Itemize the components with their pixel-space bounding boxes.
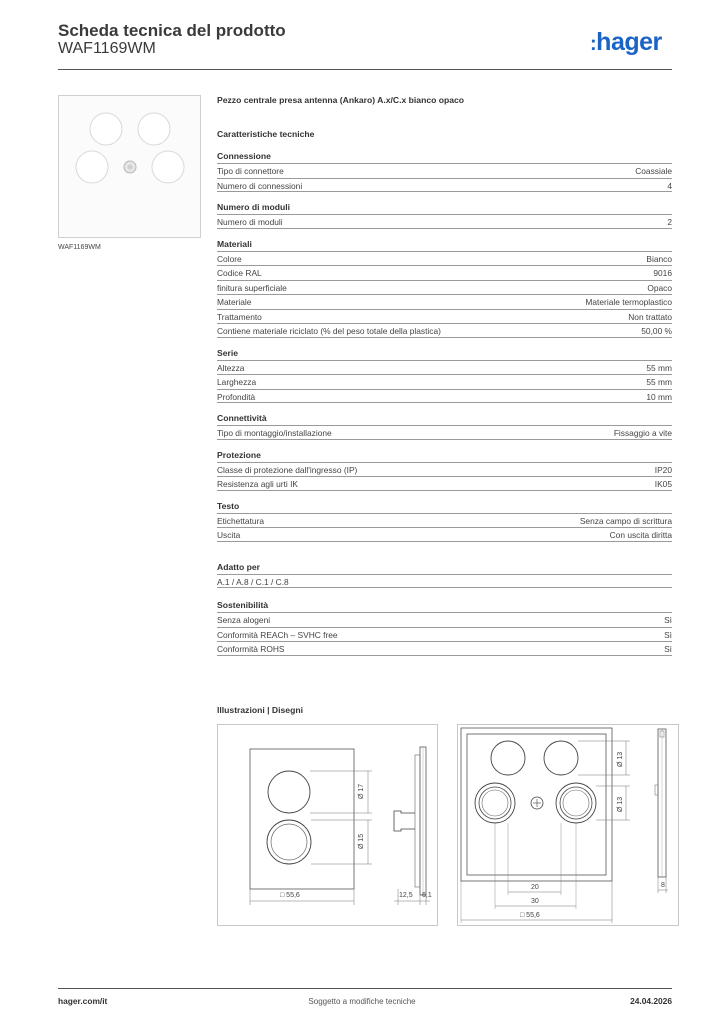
- spec-value: Bianco: [646, 253, 672, 264]
- spec-row: [217, 476, 672, 491]
- spec-value: Con uscita diritta: [609, 530, 672, 540]
- product-image-caption: WAF1169WM: [58, 244, 101, 251]
- spec-row: [217, 462, 672, 477]
- spec-label: Tipo di connettore: [217, 166, 284, 176]
- dim-spacing-30: 30: [531, 898, 539, 905]
- spec-value: Sì: [664, 629, 672, 640]
- drawing-back-svg: [458, 725, 678, 925]
- dim-depth-12-5: 12,5: [399, 892, 413, 899]
- spec-row: [217, 641, 672, 656]
- section-title: Protezione: [217, 449, 261, 460]
- footer-divider: [58, 988, 672, 989]
- dim-diameter-17: Ø 17: [358, 783, 365, 799]
- dim-side-8: 8: [661, 882, 665, 889]
- spec-value: Materiale termoplastico: [585, 297, 672, 307]
- spec-value: Coassiale: [635, 166, 672, 176]
- spec-section: [217, 348, 672, 404]
- spec-label: finitura superficiale: [217, 282, 287, 293]
- dim-diameter-15: Ø 15: [358, 833, 365, 849]
- spec-row: [217, 574, 672, 589]
- spec-value: Senza campo di scrittura: [579, 515, 672, 526]
- header-divider: [58, 69, 672, 70]
- spec-section: [217, 239, 672, 338]
- spec-value: IP20: [654, 464, 672, 475]
- section-title: Testo: [217, 500, 240, 511]
- spec-section: [217, 202, 672, 229]
- spec-value: Opaco: [647, 282, 672, 293]
- spec-value: Fissaggio a vite: [613, 428, 672, 438]
- spec-label: Contiene materiale riciclato (% del peso totale della plastica): [217, 326, 441, 336]
- section-title: Serie: [217, 347, 239, 358]
- footer-note: Soggetto a modifiche tecniche: [308, 997, 416, 1006]
- spec-label: Conformità ROHS: [217, 644, 285, 654]
- spec-label: Altezza: [217, 362, 245, 373]
- logo-colon: :: [590, 33, 597, 55]
- spec-label: Etichettatura: [217, 515, 265, 526]
- spec-value: 55 mm: [646, 377, 672, 387]
- hager-logo: [590, 28, 662, 57]
- spec-label: Resistenza agli urti IK: [217, 479, 298, 489]
- spec-section: [217, 151, 672, 192]
- spec-row: [217, 163, 672, 178]
- spec-row: [217, 280, 672, 295]
- spec-label: Codice RAL: [217, 268, 262, 278]
- dim-diameter-13-bottom: Ø 13: [617, 796, 624, 812]
- section-title: Materiali: [217, 238, 252, 249]
- spec-label: Trattamento: [217, 311, 262, 322]
- spec-value: 55 mm: [646, 362, 672, 373]
- logo-text: hager: [596, 28, 662, 56]
- spec-value: 2: [667, 217, 672, 227]
- spec-row: [217, 294, 672, 309]
- section-title: Connessione: [217, 151, 271, 161]
- dim-diameter-13-top: Ø 13: [617, 751, 624, 767]
- spec-row: [217, 360, 672, 375]
- spec-section: [217, 413, 672, 440]
- spec-label: Materiale: [217, 297, 252, 307]
- spec-label: Larghezza: [217, 377, 257, 387]
- spec-value: 4: [667, 180, 672, 191]
- spec-row: [217, 374, 672, 389]
- footer-date: 24.04.2026: [630, 996, 672, 1006]
- dim-spacing-20: 20: [531, 884, 539, 891]
- spec-label: Numero di moduli: [217, 217, 283, 227]
- spec-sections: [217, 151, 672, 656]
- spec-row: [217, 612, 672, 627]
- spec-value: Sì: [664, 644, 672, 654]
- page-title: Scheda tecnica del prodotto: [58, 21, 286, 40]
- spec-label: Uscita: [217, 530, 241, 540]
- drawing-back-view: [457, 724, 679, 926]
- spec-value: 10 mm: [646, 391, 672, 402]
- spec-row: [217, 178, 672, 193]
- spec-row: [217, 627, 672, 642]
- spec-label: Tipo di montaggio/installazione: [217, 428, 332, 438]
- spec-value: 9016: [653, 268, 672, 278]
- dim-width-55-6-back: □ 55,6: [520, 912, 540, 919]
- specs-heading: Caratteristiche tecniche: [217, 129, 315, 139]
- product-picture: [59, 96, 200, 237]
- spec-row: [217, 425, 672, 440]
- spec-section: [217, 562, 672, 589]
- spec-label: Senza alogeni: [217, 615, 271, 625]
- spec-row: [217, 389, 672, 404]
- illustrations-heading: Illustrazioni | Disegni: [217, 705, 303, 715]
- spec-section: [217, 450, 672, 491]
- spec-row: [217, 265, 672, 280]
- section-title: Connettività: [217, 413, 267, 423]
- dim-depth-6-1: 6,1: [422, 892, 432, 899]
- product-code: WAF1169WM: [58, 40, 156, 57]
- spec-section: [217, 600, 672, 656]
- spec-value: IK05: [654, 479, 672, 489]
- spec-row: [217, 309, 672, 324]
- drawing-front-view: [217, 724, 438, 926]
- spec-row: [217, 251, 672, 266]
- spec-row: [217, 323, 672, 338]
- section-title: Sostenibilità: [217, 600, 269, 610]
- spec-label: Numero di connessioni: [217, 180, 303, 191]
- spec-value: 50,00 %: [641, 326, 672, 336]
- spec-value: Non trattato: [628, 311, 672, 322]
- spec-label: Profondità: [217, 391, 256, 402]
- spec-content: [217, 95, 672, 656]
- dim-width-55-6: □ 55,6: [280, 892, 300, 899]
- footer-website: hager.com/it: [58, 996, 108, 1006]
- spec-label: Classe di protezione dall'ingresso (IP): [217, 464, 358, 475]
- spec-section: [217, 501, 672, 542]
- spec-value: Sì: [664, 615, 672, 625]
- product-description: Pezzo centrale presa antenna (Ankaro) A.x/C.x bianco opaco: [217, 95, 465, 105]
- spec-label: Conformità REACh – SVHC free: [217, 629, 338, 640]
- spec-label: A.1 / A.8 / C.1 / C.8: [217, 576, 289, 587]
- spec-row: [217, 214, 672, 229]
- section-title: Numero di moduli: [217, 202, 291, 212]
- product-image: [58, 95, 201, 238]
- spec-row: [217, 513, 672, 528]
- drawing-front-svg: [218, 725, 437, 925]
- spec-label: Colore: [217, 253, 242, 264]
- spec-row: [217, 527, 672, 542]
- section-title: Adatto per: [217, 561, 260, 572]
